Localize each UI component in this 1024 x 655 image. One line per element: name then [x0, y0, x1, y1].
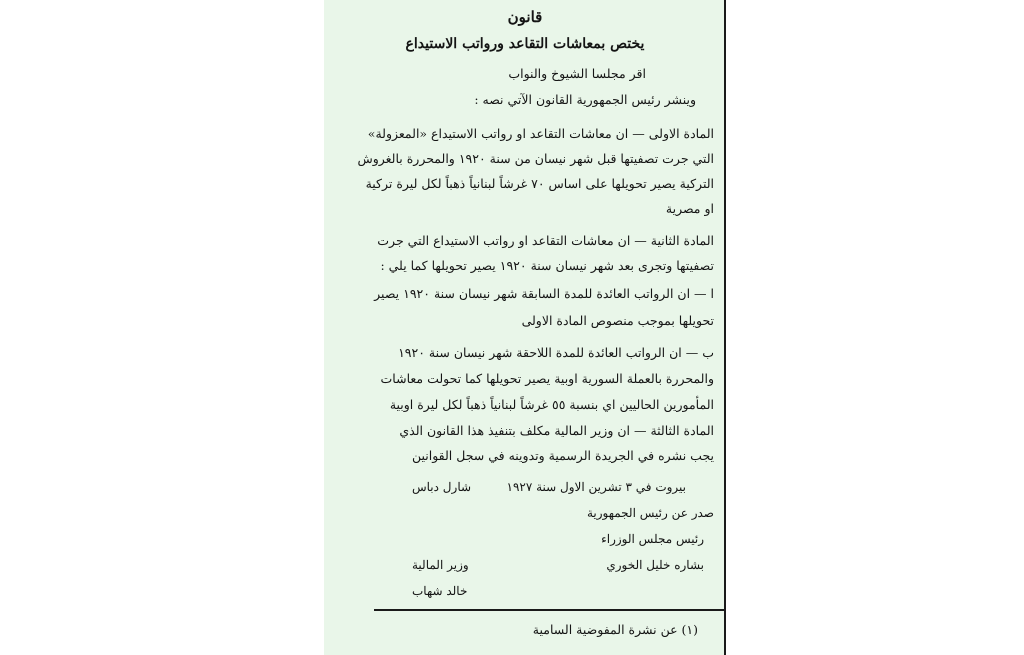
- divider-rule: [374, 609, 724, 611]
- law-title: قانون: [507, 8, 543, 26]
- intro-line: اقر مجلسا الشيوخ والنواب: [508, 66, 646, 81]
- article-line: تصفيتها وتجرى بعد شهر نيسان سنة ١٩٢٠ يصير تحويلها كما يلي :: [380, 258, 714, 273]
- document-body: [324, 0, 726, 655]
- article-line: التركية يصير تحويلها على اساس ٧٠ غرشاً لبنانياً ذهباً لكل ليرة تركية: [365, 176, 714, 191]
- signer-name: شارل دباس: [412, 480, 472, 494]
- article-line: المادة الثالثة — ان وزير المالية مكلف بتنفيذ هذا القانون الذي: [399, 423, 714, 438]
- article-line: المادة الاولى — ان معاشات التقاعد او رواتب الاستيداع «المعزولة»: [367, 126, 714, 141]
- article-line: او مصرية: [665, 201, 714, 216]
- article-line: يجب نشره في الجريدة الرسمية وتدوينه في سجل القوانين: [411, 448, 714, 463]
- article-line: ب — ان الرواتب العائدة للمدة اللاحقة شهر نيسان سنة ١٩٢٠: [398, 345, 714, 360]
- article-line: ا — ان الرواتب العائدة للمدة السابقة شهر نيسان سنة ١٩٢٠ يصير: [374, 286, 714, 301]
- footnote: (١) عن نشرة المفوضية السامية: [532, 622, 698, 637]
- article-line: تحويلها بموجب منصوص المادة الاولى: [521, 313, 714, 328]
- finance-title: وزير المالية: [412, 558, 469, 572]
- article-line: المادة الثانية — ان معاشات التقاعد او رواتب الاستيداع التي جرت: [377, 233, 714, 248]
- law-subtitle: يختص بمعاشات التقاعد ورواتب الاستيداع: [405, 36, 645, 52]
- issued-by: صدر عن رئيس الجمهورية: [586, 506, 714, 520]
- date-line: بيروت في ٣ تشرين الاول سنة ١٩٢٧: [506, 480, 686, 494]
- document-page: [324, 0, 726, 655]
- intro-line: وينشر رئيس الجمهورية القانون الآتي نصه :: [474, 92, 696, 107]
- article-line: المأمورين الحاليين اي بنسبة ٥٥ غرشاً لبنانياً ذهباً لكل ليرة اوبية: [389, 397, 714, 412]
- article-line: والمحررة بالعملة السورية اوبية يصير تحويلها كما تحولت معاشات: [380, 371, 714, 386]
- article-line: التي جرت تصفيتها قبل شهر نيسان من سنة ١٩٢٠ والمحررة بالغروش: [357, 151, 714, 166]
- pm-name: بشاره خليل الخوري: [606, 558, 704, 572]
- finance-name: خالد شهاب: [412, 584, 468, 598]
- page-edge-line: [724, 0, 726, 655]
- pm-title: رئيس مجلس الوزراء: [601, 532, 704, 546]
